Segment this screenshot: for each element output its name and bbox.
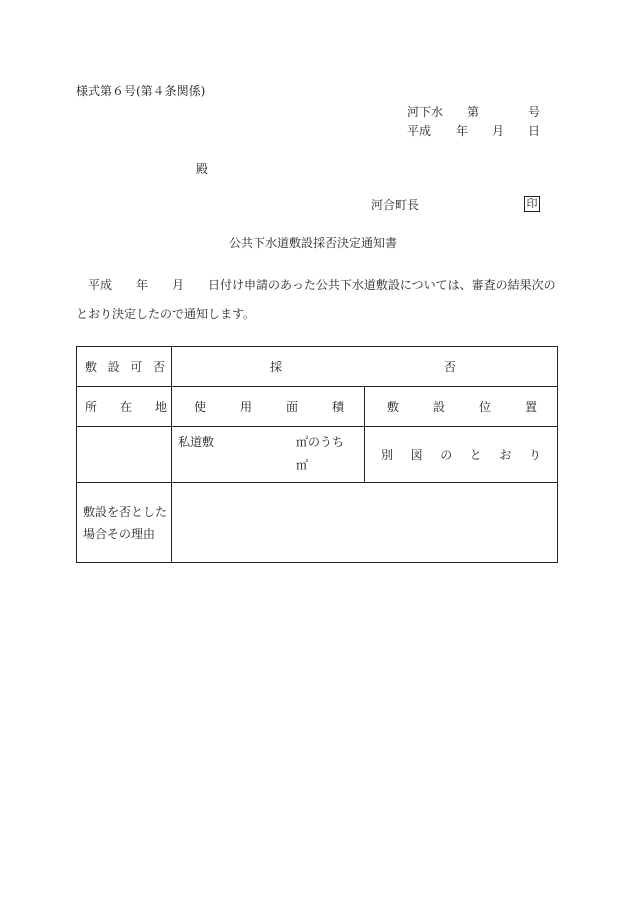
body-line-2: とおり決定したので通知します。 (76, 307, 256, 321)
location-col-header-cell (365, 387, 558, 427)
reason-header-cell (77, 483, 172, 563)
location-value-cell (77, 427, 172, 483)
seal-stamp: 印 (524, 196, 540, 212)
reason-header (83, 501, 171, 545)
use-area-value-cell (172, 427, 365, 483)
ref-go: 号 (528, 105, 541, 119)
as-per-map: 別 図 の と お り (381, 448, 541, 462)
row-reason (77, 483, 558, 563)
use-area-header-cell (172, 387, 365, 427)
row-headers (77, 387, 558, 427)
install-location-header: 敷 設 位 置 (387, 400, 537, 414)
private-road-label: 私道敷 (178, 435, 215, 449)
decision-table (76, 346, 558, 563)
reject-label: 否 (444, 360, 457, 374)
adopt-reject-cell (172, 347, 558, 387)
location-header: 所 在 地 (85, 400, 167, 414)
reason-line-1: 敷設を否とした (83, 504, 168, 519)
ref-prefix: 河下水 (407, 105, 444, 119)
date-era: 平成 (407, 124, 432, 138)
map-ref-cell (365, 427, 558, 483)
form-label: 様式第６号(第４条関係) (76, 84, 206, 98)
decision-header: 敷 設 可 否 (85, 360, 165, 374)
date-month: 月 (492, 124, 505, 138)
reason-value-cell (172, 483, 558, 563)
date-day: 日 (528, 124, 541, 138)
document-title: 公共下水道敷設採否決定通知書 (229, 236, 398, 250)
date-year: 年 (456, 124, 469, 138)
sqm-label: ㎡ (296, 458, 309, 472)
row-values (77, 427, 558, 483)
reason-line-2: 場合その理由 (83, 526, 156, 541)
addressee-honorific: 殿 (196, 162, 209, 176)
row-decision (77, 347, 558, 387)
body-line-1: 平成 年 月 日付け申請のあった公共下水道敷設については、審査の結果次の (88, 278, 556, 292)
use-area-header: 使 用 面 積 (194, 400, 344, 414)
adopt-label: 採 (270, 360, 283, 374)
ref-dai: 第 (467, 105, 480, 119)
sender-name: 河合町長 (371, 198, 420, 212)
location-header-cell (77, 387, 172, 427)
decision-header-cell (77, 347, 172, 387)
sqm-of-label: ㎡のうち (296, 435, 345, 449)
